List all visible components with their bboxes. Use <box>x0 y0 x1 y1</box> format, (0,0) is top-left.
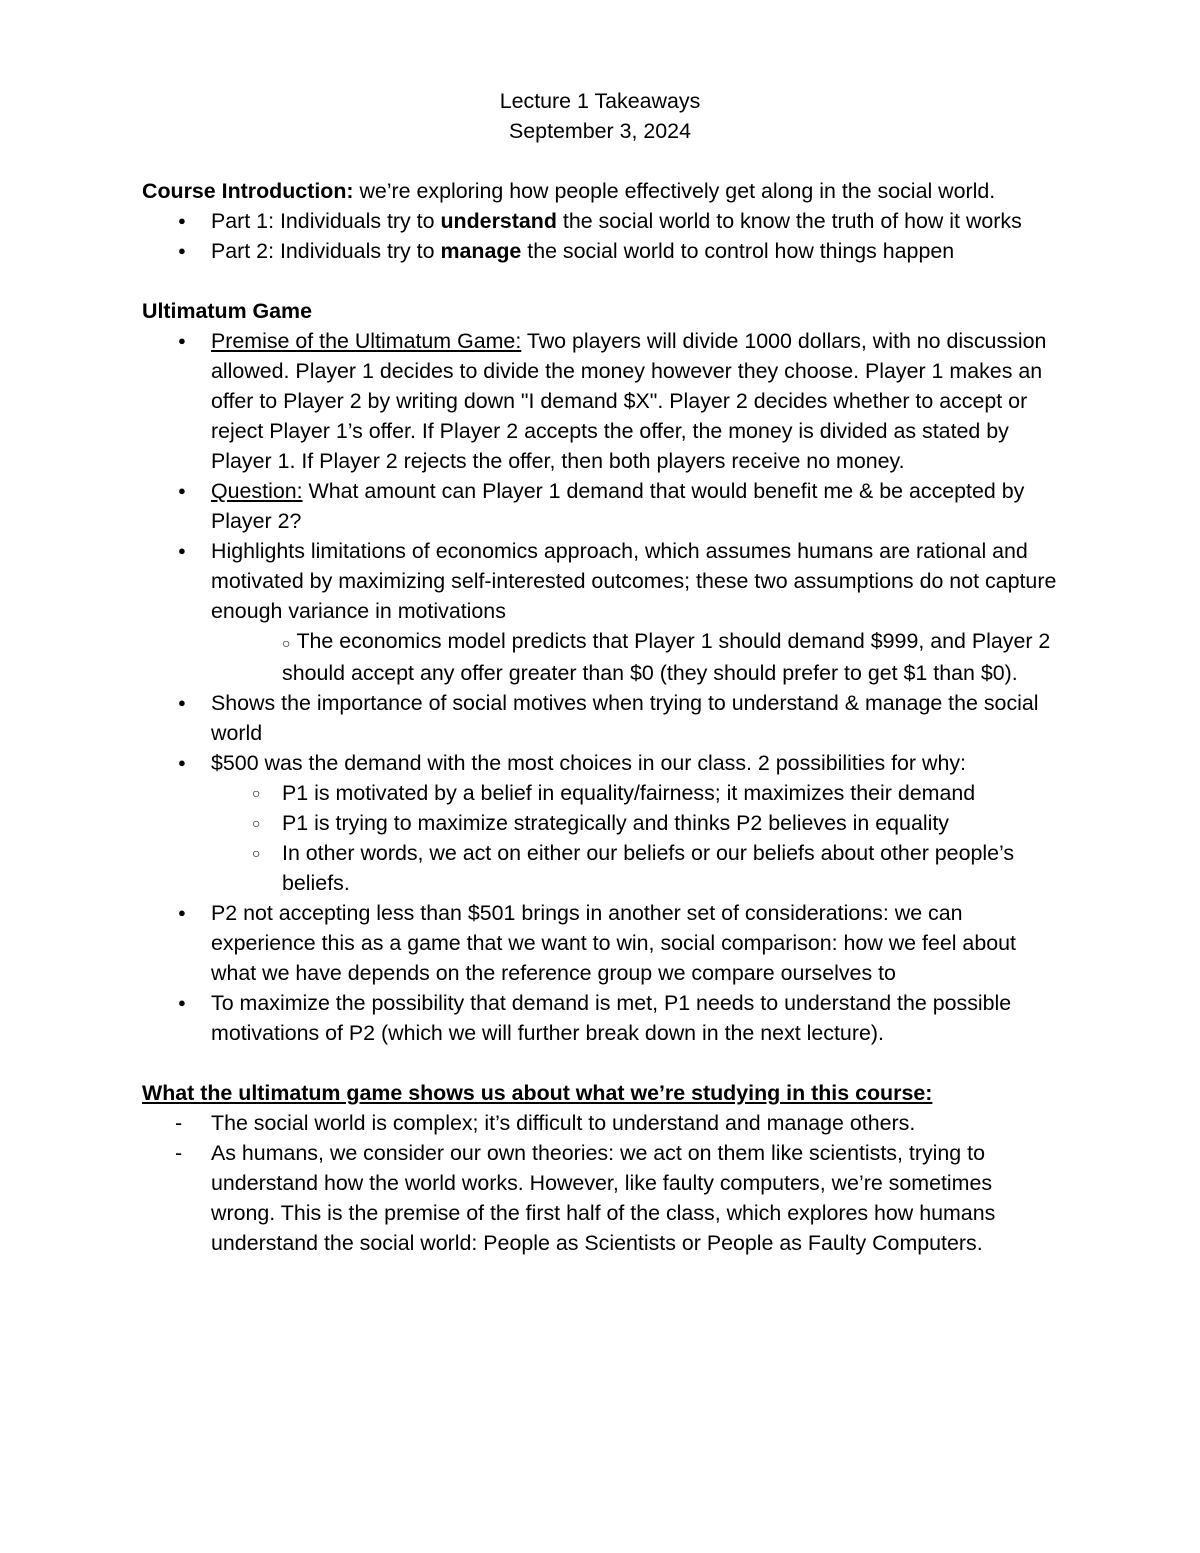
list-item: ● To maximize the possibility that demand is met, P1 needs to understand the possible motivations of P2 (which we will further break down in the next lecture). <box>142 988 1062 1048</box>
course-intro-label: Course Introduction: <box>142 179 354 203</box>
document-title: Lecture 1 Takeaways <box>499 89 701 113</box>
part2-text-pre: Part 2: Individuals try to <box>211 239 441 263</box>
spacer <box>142 146 1062 176</box>
course-intro-text: we’re exploring how people effectively get along in the social world. <box>353 179 996 203</box>
list-item: ● $500 was the demand with the most choices in our class. 2 possibilities for why: <box>142 748 1062 778</box>
premise-text: Two players will divide 1000 dollars, with no discussion allowed. Player 1 decides to divide the money however they choose. Player 1 makes an offer to Player 2 by writing down "I demand $X". Player 2 decides whether to accept or reject Player 1’s offer. If Player 2 accepts the offer, the money is divided as stated by Player 1. If Player 2 rejects the offer, then both players receive no money. <box>211 329 1047 473</box>
part2-keyword: manage <box>440 239 522 263</box>
list-item: ● Shows the importance of social motives when trying to understand & manage the social world <box>142 688 1062 748</box>
part2-text-post: the social world to control how things happen <box>521 239 955 263</box>
sub-list-item: ○ P1 is motivated by a belief in equality/fairness; it maximizes their demand <box>142 778 1062 808</box>
economics-model-text: The economics model predicts that Player 1 should demand $999, and Player 2 should accept any offer greater than $0 (they should prefer to get $1 than $0). <box>282 629 1051 685</box>
list-item <box>142 476 1062 536</box>
course-intro-paragraph <box>142 176 1062 206</box>
list-item: ● P2 not accepting less than $501 brings in another set of considerations: we can experience this as a game that we want to win, social comparison: how we feel about what we have depends on the reference group we compare ourselves to <box>142 898 1062 988</box>
shows-list <box>142 1108 1062 1258</box>
question-text: What amount can Player 1 demand that would benefit me & be accepted by Player 2? <box>211 479 1025 533</box>
document-body <box>142 86 1062 1258</box>
sub-list-item: ○ P1 is trying to maximize strategically and thinks P2 believes in equality <box>142 808 1062 838</box>
list-item: - As humans, we consider our own theories: we act on them like scientists, trying to understand how the world works. However, like faulty computers, we’re sometimes wrong. This is the premise of the first half of the class, which explores how humans understand the social world: People as Scientists or People as Faulty Computers. <box>142 1138 1062 1258</box>
list-item: ● Highlights limitations of economics approach, which assumes humans are rational and motivated by maximizing self-interested outcomes; these two assumptions do not capture enough variance in motivations <box>142 536 1062 626</box>
shows-heading: What the ultimatum game shows us about what we’re studying in this course: <box>142 1081 933 1105</box>
sub-list-item <box>142 626 1062 688</box>
list-item <box>142 326 1062 476</box>
document-date: September 3, 2024 <box>509 119 691 143</box>
question-label: Question: <box>211 479 303 503</box>
part1-text-pre: Part 1: Individuals try to <box>211 209 441 233</box>
part1-text-post: the social world to know the truth of how it works <box>556 209 1022 233</box>
premise-label: Premise of the Ultimatum Game: <box>211 329 522 353</box>
ultimatum-heading: Ultimatum Game <box>142 299 312 323</box>
list-item: - The social world is complex; it’s difficult to understand and manage others. <box>142 1108 1062 1138</box>
sub-list-item: ○ In other words, we act on either our beliefs or our beliefs about other people’s beliefs. <box>142 838 1062 898</box>
ultimatum-list <box>142 326 1062 1048</box>
spacer <box>142 1048 1062 1078</box>
list-item <box>142 206 1062 236</box>
list-item <box>142 236 1062 266</box>
circle-bullet-icon: ○ <box>282 635 291 651</box>
part1-keyword: understand <box>440 209 557 233</box>
course-intro-list <box>142 206 1062 266</box>
spacer <box>142 266 1062 296</box>
